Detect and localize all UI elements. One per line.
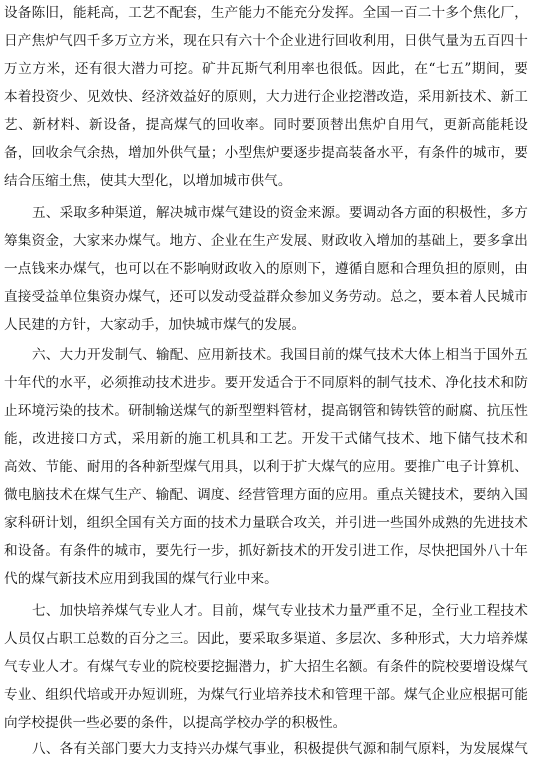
text-line: 和设备。有条件的城市，要先行一步，抓好新技术的开发引进工作，尽快把国外八十年 xyxy=(4,543,528,559)
text-line: 日产焦炉气四千多万立方米，现在只有六十个企业进行回收利用，日供气量为五百四十 xyxy=(4,33,528,49)
text-line: 备，回收余气余热，增加外供气量；小型焦炉要逐步提高装备水平，有条件的城市，要 xyxy=(4,145,528,161)
paragraph-start-line: 八、各有关部门要大力支持兴办煤气事业，积极提供气源和制气原料，为发展煤气 xyxy=(32,741,528,757)
text-line: 止环境污染的技术。研制输送煤气的新型塑料管材，提高钢管和铸铁管的耐腐、抗压性 xyxy=(4,403,528,419)
text-line: 专业、组织代培或开办短训班，为煤气行业培养技术和管理干部。煤气企业应根据可能 xyxy=(4,687,528,703)
text-line: 万立方米，还有很大潜力可挖。矿井瓦斯气利用率也很低。因此，在“七五”期间，要 xyxy=(4,61,528,77)
paragraph-start-line: 五、采取多种渠道，解决城市煤气建设的资金来源。要调动各方面的积极性，多方 xyxy=(32,205,528,221)
text-line: 向学校提供一些必要的条件，以提高学校办学的积极性。 xyxy=(4,715,347,731)
text-line: 微电脑技术在煤气生产、输配、调度、经营管理方面的应用。重点关键技术，要纳入国 xyxy=(4,487,528,503)
paragraph-start-line: 六、大力开发制气、输配、应用新技术。我国目前的煤气技术大体上相当于国外五 xyxy=(32,347,528,363)
text-line: 筹集资金，大家来办煤气。地方、企业在生产发展、财政收入增加的基础上，要多拿出 xyxy=(4,233,528,249)
text-line: 人员仅占职工总数的百分之三。因此，要采取多渠道、多层次、多种形式，大力培养煤 xyxy=(4,631,528,647)
text-line: 人民建的方针，大家动手，加快城市煤气的发展。 xyxy=(4,317,306,333)
text-line: 家科研计划，组织全国有关方面的技术力量联合攻关，并引进一些国外成熟的先进技术 xyxy=(4,515,528,531)
text-line: 能，改进接口方式，采用新的施工机具和工艺。开发干式储气技术、地下储气技术和 xyxy=(4,431,528,447)
text-line: 结合压缩土焦，使其大型化，以增加城市供气。 xyxy=(4,173,292,189)
text-line: 代的煤气新技术应用到我国的煤气行业中来。 xyxy=(4,571,278,587)
text-line: 气专业人才。有煤气专业的院校要挖掘潜力，扩大招生名额。有条件的院校要增设煤气 xyxy=(4,659,528,675)
text-line: 设备陈旧，能耗高，工艺不配套，生产能力不能充分发挥。全国一百二十多个焦化厂， xyxy=(4,5,528,21)
text-line: 高效、节能、耐用的各种新型煤气用具，以利于扩大煤气的应用。要推广电子计算机、 xyxy=(4,459,528,475)
text-line: 直接受益单位集资办煤气，还可以发动受益群众参加义务劳动。总之，要本着人民城市 xyxy=(4,289,528,305)
text-line: 艺、新材料、新设备，提高煤气的回收率。同时要顶替出焦炉自用气，更新高能耗设 xyxy=(4,117,528,133)
paragraph-start-line: 七、加快培养煤气专业人才。目前，煤气专业技术力量严重不足，全行业工程技术 xyxy=(32,603,528,619)
text-line: 本着投资少、见效快、经济效益好的原则，大力进行企业挖潜改造，采用新技术、新工 xyxy=(4,89,528,105)
text-line: 十年代的水平，必须推动技术进步。要开发适合于不同原料的制气技术、净化技术和防 xyxy=(4,375,528,391)
text-line: 一点钱来办煤气，也可以在不影响财政收入的原则下，遵循自愿和合理负担的原则，由 xyxy=(4,261,528,277)
